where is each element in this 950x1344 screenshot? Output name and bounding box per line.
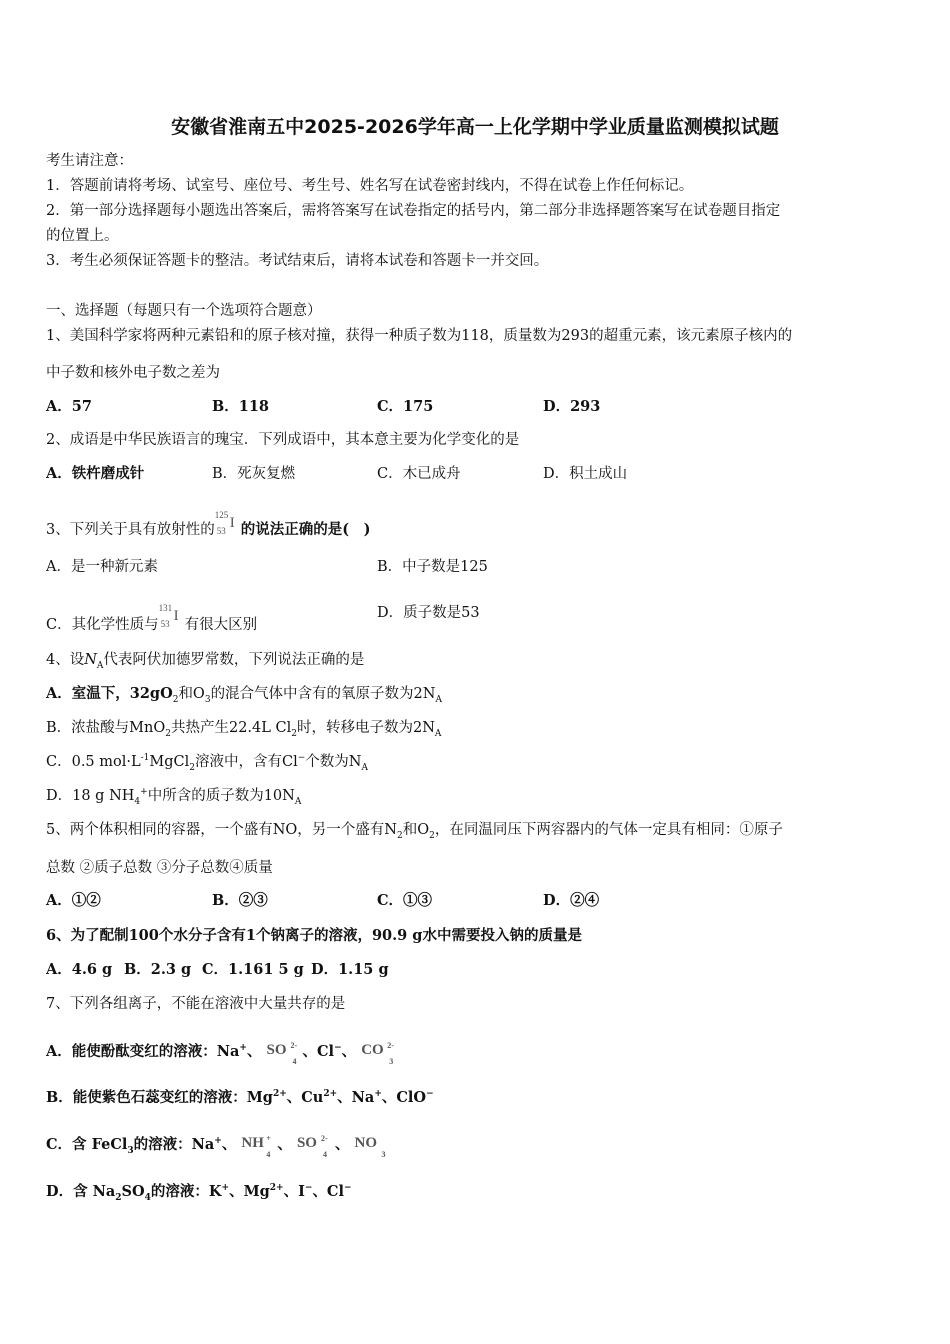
ion-base: NH xyxy=(241,1135,264,1151)
q5-sub: 2 xyxy=(397,830,403,841)
nitrate-ion xyxy=(354,1135,393,1169)
q4-c-sub: A xyxy=(361,762,368,773)
q2-option-c[interactable] xyxy=(377,464,461,484)
q4-option-c[interactable] xyxy=(46,752,368,772)
q4-b-2: 共热产生22.4L Cl xyxy=(170,720,292,736)
q4-c-4: 个数为N xyxy=(305,754,362,770)
q7-a-sup: − xyxy=(334,1043,342,1054)
q4-stem xyxy=(46,650,364,670)
q4-na: N xyxy=(84,652,97,668)
q7-a-3: 、Cl xyxy=(302,1043,335,1060)
q4-b-3: 时，转移电子数为2N xyxy=(296,720,435,736)
ion-sub: 4 xyxy=(292,1057,297,1066)
q4-option-a[interactable] xyxy=(46,684,442,704)
q7-a-1: A．能使酚酞变红的溶液：Na xyxy=(46,1043,240,1060)
q3-option-c[interactable] xyxy=(46,603,257,637)
q7-d-1: D．含 Na xyxy=(46,1183,116,1200)
notice-item-2-cont: 的位置上。 xyxy=(46,228,119,244)
notice-item-1: 1．答题前请将考场、试室号、座位号、考生号、姓名写在试卷密封线内，不得在试卷上作任何标记。 xyxy=(46,178,694,194)
q6-option-a[interactable]: A．4.6 g xyxy=(46,961,113,978)
q4-b-sub: 2 xyxy=(291,728,297,739)
q3-stem-after: 的说法正确的是( ) xyxy=(240,521,371,538)
iodine-125-isotope xyxy=(215,510,241,544)
q4-d-sub: A xyxy=(294,796,302,807)
q7-c-3: 、 xyxy=(221,1136,237,1153)
q7-c-sup: + xyxy=(214,1136,222,1147)
ion-charge: 2- xyxy=(387,1041,394,1050)
q7-d-3: 的溶液：K xyxy=(150,1183,222,1200)
q1-option-d[interactable]: D．293 xyxy=(543,398,601,415)
section-heading: 一、选择题（每题只有一个选项符合题意） xyxy=(46,303,322,319)
ion-sub: 4 xyxy=(322,1150,327,1159)
q7-b-3: 、Na xyxy=(337,1089,375,1106)
q4-c-1: C．0.5 mol·L xyxy=(46,754,141,770)
q5-option-d[interactable]: D．②④ xyxy=(543,892,600,909)
q7-d-sub: 4 xyxy=(144,1192,151,1203)
q7-a-4: 、 xyxy=(341,1043,357,1060)
carbonate-ion xyxy=(361,1041,399,1076)
q4-b-sub: A xyxy=(434,728,442,739)
ion-charge: 2- xyxy=(290,1041,298,1050)
iodine-131-isotope xyxy=(159,603,185,637)
sulfate-ion xyxy=(296,1134,335,1169)
q4-d-1: D．18 g NH xyxy=(46,788,135,804)
q6-option-c[interactable]: C．1.161 5 g xyxy=(202,961,304,978)
ion-sub: 4 xyxy=(266,1150,271,1159)
q5-line1-b: 和O xyxy=(402,822,430,838)
q4-a-sub: A xyxy=(435,694,442,705)
q4-stem-b: 代表阿伏加德罗常数，下列说法正确的是 xyxy=(103,652,365,668)
q7-d-sub: 2 xyxy=(115,1192,122,1203)
q1-option-c[interactable]: C．175 xyxy=(377,398,434,415)
ion-base: SO xyxy=(296,1135,317,1151)
q6-option-d[interactable]: D．1.15 g xyxy=(311,961,389,978)
q5-option-c[interactable]: C．①③ xyxy=(377,892,433,909)
q2-stem: 2、成语是中华民族语言的瑰宝．下列成语中，其本意主要为化学变化的是 xyxy=(46,432,520,448)
notice-item-3: 3．考生必须保证答题卡的整洁。考试结束后，请将本试卷和答题卡一并交回。 xyxy=(46,253,549,269)
q2-option-b-label: B．死灰复燃 xyxy=(212,466,296,482)
ion-base: NO xyxy=(354,1135,378,1151)
q4-a-3: 的混合气体中含有的氧原子数为2N xyxy=(210,686,436,702)
q7-c-2: 的溶液：Na xyxy=(133,1136,215,1153)
q7-d-4: 、Mg xyxy=(229,1183,270,1200)
q4-a-sub: 2 xyxy=(172,694,179,705)
q7-b-sup: 2+ xyxy=(272,1089,287,1100)
iso-mass: 131 xyxy=(158,603,173,613)
q4-stem-a: 4、设 xyxy=(46,652,85,668)
q4-c-2: MgCl xyxy=(149,754,190,770)
q7-c-sub: 3 xyxy=(127,1145,134,1156)
ion-charge: 2- xyxy=(320,1134,328,1143)
q7-b-sup: 2+ xyxy=(323,1089,338,1100)
sulfate-ion xyxy=(266,1041,303,1076)
q6-option-b[interactable]: B．2.3 g xyxy=(124,961,192,978)
q4-c-sub: 2 xyxy=(189,762,196,773)
q7-b-1: B．能使紫色石蕊变红的溶液：Mg xyxy=(46,1089,273,1106)
page-title: 安徽省淮南五中2025-2026学年高一上化学期中学业质量监测模拟试题 xyxy=(171,116,779,138)
q7-option-a[interactable] xyxy=(46,1042,399,1076)
q5-line1-c: ，在同温同压下两容器内的气体一定具有相同：①原子 xyxy=(434,822,783,838)
q4-c-3: 溶液中，含有Cl xyxy=(195,754,298,770)
q7-a-sup: + xyxy=(239,1043,247,1054)
q4-a-2: 和O xyxy=(178,686,205,702)
q7-d-sup: − xyxy=(344,1183,352,1194)
q5-sub: 2 xyxy=(429,830,435,841)
q2-option-d[interactable] xyxy=(543,464,627,484)
q2-option-b[interactable] xyxy=(212,464,295,484)
q4-option-d[interactable] xyxy=(46,786,301,806)
q1-option-a[interactable]: A．57 xyxy=(46,398,92,415)
q2-option-a[interactable] xyxy=(46,464,144,484)
ion-base: CO xyxy=(361,1042,384,1058)
q4-option-b[interactable] xyxy=(46,718,441,738)
q7-b-sup: − xyxy=(426,1089,434,1100)
q3-stem-before: 3、下列关于具有放射性的 xyxy=(46,522,215,538)
q1-stem-line1: 1、美国科学家将两种元素铅和的原子核对撞，获得一种质子数为118，质量数为293的超重元素，该元素原子核内的 xyxy=(46,328,793,344)
ion-sub: 3 xyxy=(381,1150,386,1159)
q7-b-4: 、ClO xyxy=(381,1089,427,1106)
iso-z: 53 xyxy=(216,526,226,536)
iso-symbol: I xyxy=(229,515,235,531)
q3-option-b[interactable]: B．中子数是125 xyxy=(377,559,488,575)
q7-d-2: SO xyxy=(121,1183,145,1200)
q2-option-a-label: A．铁杵磨成针 xyxy=(46,465,145,482)
q4-b-1: B．浓盐酸与MnO xyxy=(46,720,166,736)
q1-stem-line2: 中子数和核外电子数之差为 xyxy=(46,365,220,381)
q5-line1-a: 5、两个体积相同的容器，一个盛有NO，另一个盛有N xyxy=(46,822,397,838)
q7-b-sup: + xyxy=(374,1089,382,1100)
ion-sub: 3 xyxy=(389,1057,394,1066)
q7-a-2: 、 xyxy=(246,1043,262,1060)
q7-b-2: 、Cu xyxy=(286,1089,324,1106)
q4-b-sub: 2 xyxy=(165,728,171,739)
q2-option-c-label: C．木已成舟 xyxy=(377,466,461,482)
q5-stem-line1 xyxy=(46,820,783,840)
q4-na-sub: A xyxy=(96,660,104,671)
q7-option-c[interactable] xyxy=(46,1135,393,1169)
q2-option-d-label: D．积土成山 xyxy=(543,466,628,482)
q4-d-sub: 4 xyxy=(134,796,141,807)
q3-option-a[interactable]: A．是一种新元素 xyxy=(46,559,158,575)
ion-charge: + xyxy=(266,1134,271,1143)
q1-option-b[interactable]: B．118 xyxy=(212,398,270,415)
ammonium-ion xyxy=(241,1134,277,1169)
q4-c-sup: − xyxy=(297,753,306,764)
q4-d-2: 中所含的质子数为10N xyxy=(147,788,295,804)
q4-d-sup: + xyxy=(140,787,148,798)
iso-symbol: I xyxy=(173,608,179,624)
q7-d-sup: 2+ xyxy=(269,1183,284,1194)
q5-option-b[interactable]: B．②③ xyxy=(212,892,268,909)
q7-c-4: 、 xyxy=(277,1136,292,1153)
q5-stem-line2: 总数 ②质子总数 ③分子总数④质量 xyxy=(46,860,273,876)
q6-stem: 6、为了配制100个水分子含有1个钠离子的溶液，90.9 g水中需要投入钠的质量是 xyxy=(46,927,582,944)
iso-z: 53 xyxy=(160,619,170,629)
notice-heading: 考生请注意： xyxy=(46,153,133,169)
q7-d-6: 、Cl xyxy=(312,1183,344,1200)
q3-stem xyxy=(46,510,370,544)
q7-option-b[interactable] xyxy=(46,1088,434,1108)
q7-option-d[interactable] xyxy=(46,1182,352,1202)
q3-option-c-after: 有很大区别 xyxy=(184,617,258,633)
notice-item-2: 2．第一部分选择题每小题选出答案后，需将答案写在试卷指定的括号内，第二部分非选择题答案写在试卷题目指定 xyxy=(46,203,781,219)
iso-mass: 125 xyxy=(214,510,229,520)
q7-c-5: 、 xyxy=(334,1136,350,1153)
q4-a-sub: 3 xyxy=(204,694,211,705)
q3-option-d[interactable]: D．质子数是53 xyxy=(377,605,480,621)
q3-option-c-before: C．其化学性质与 xyxy=(46,617,159,633)
q4-a-1: A．室温下，32gO xyxy=(46,685,173,702)
q7-d-5: 、I xyxy=(283,1183,305,1200)
q7-stem: 7、下列各组离子，不能在溶液中大量共存的是 xyxy=(46,996,346,1012)
q4-c-sup: -1 xyxy=(140,753,150,764)
q7-d-sup: − xyxy=(304,1183,313,1194)
q7-d-sup: + xyxy=(221,1183,230,1194)
ion-base: SO xyxy=(266,1042,287,1058)
q7-c-1: C．含 FeCl xyxy=(46,1136,128,1153)
q5-option-a[interactable]: A．①② xyxy=(46,892,101,909)
